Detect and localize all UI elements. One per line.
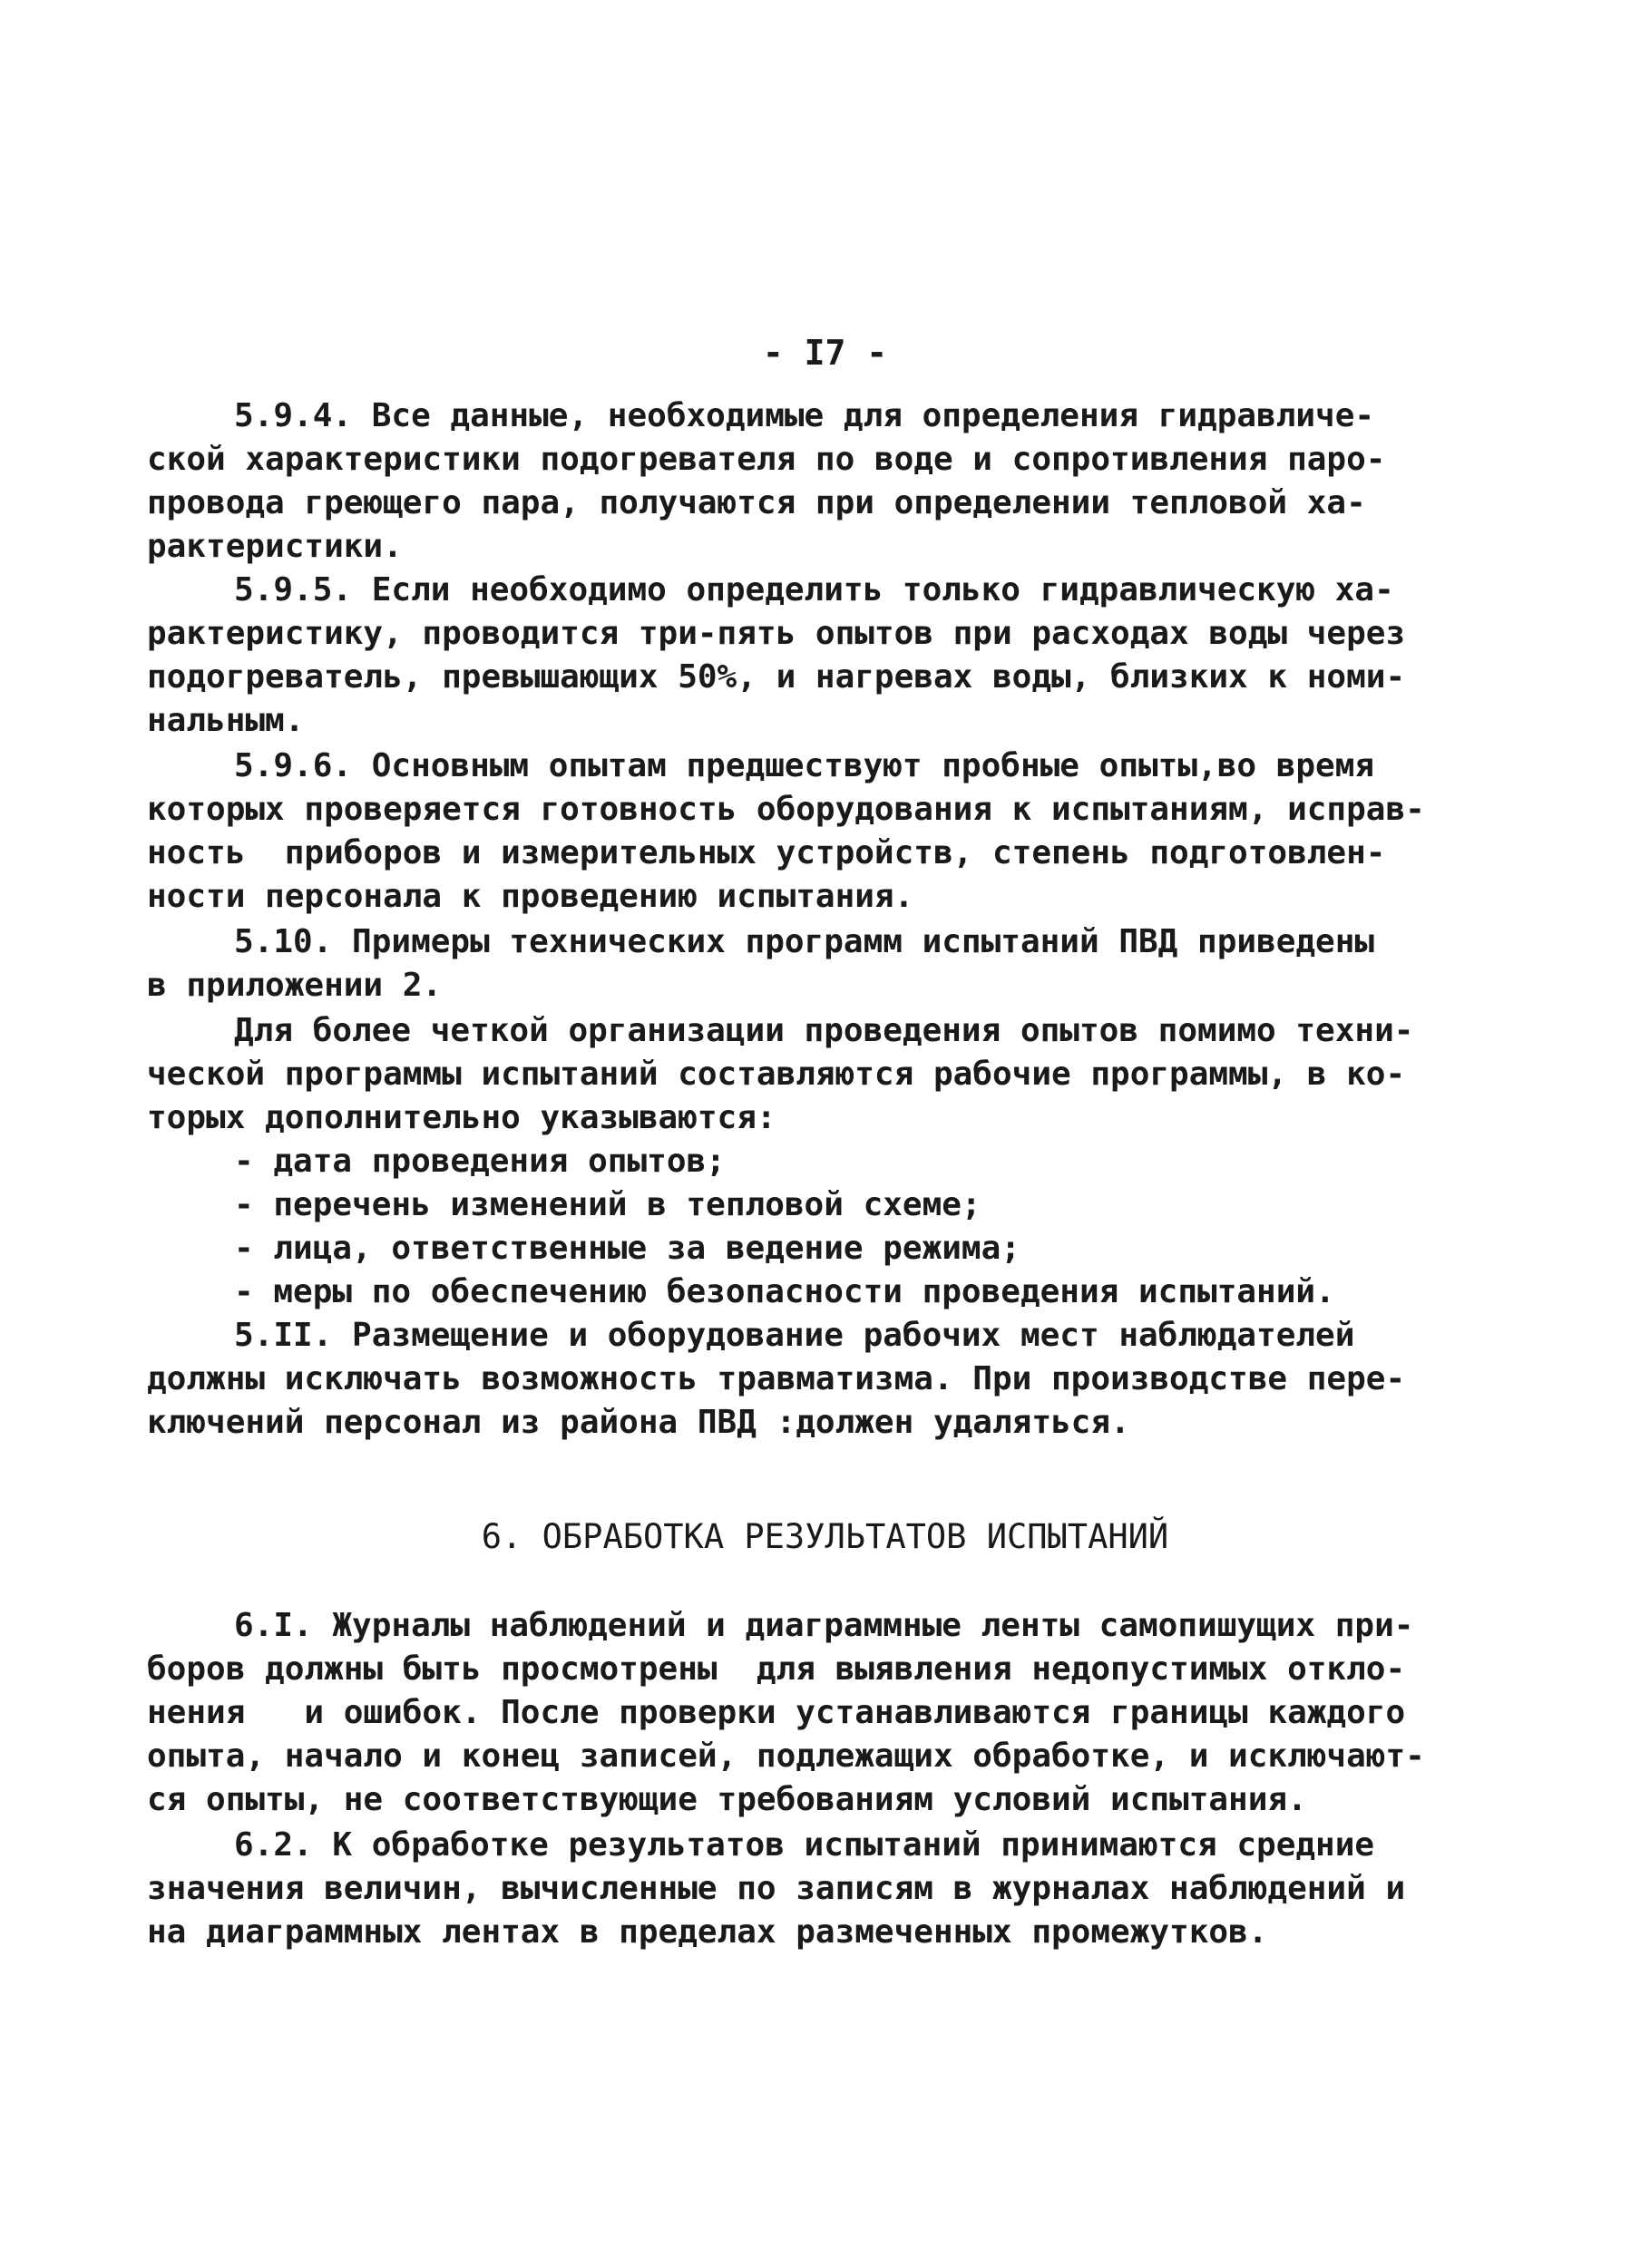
paragraph-5-9-6-line: 5.9.6. Основным опытам предшествуют пробные опыты,во время bbox=[234, 747, 1375, 784]
paragraph-5-9-5-line: рактеристику, проводится три-пять опытов при расходах воды через bbox=[147, 615, 1406, 652]
paragraph-5-11-line: ключений персонал из района ПВД :должен удаляться. bbox=[147, 1404, 1130, 1441]
paragraph-5-9-4-line: ской характеристики подогревателя по воде и сопротивления паро- bbox=[147, 441, 1386, 478]
paragraph-6-2-line: значения величин, вычисленные по записям в журналах наблюдений и bbox=[147, 1870, 1406, 1907]
paragraph-6-1-line: опыта, начало и конец записей, подлежащих обработке, и исключают- bbox=[147, 1738, 1425, 1775]
paragraph-6-2-line: на диаграммных лентах в пределах размеченных промежутков. bbox=[147, 1913, 1268, 1951]
paragraph-5-10-line: 5.10. Примеры технических программ испытаний ПВД приведены bbox=[234, 923, 1375, 960]
paragraph-5-9-6-line: которых проверяется готовность оборудования к испытаниям, исправ- bbox=[147, 791, 1425, 828]
paragraph-work-programs-line: Для более четкой организации проведения опытов помимо техни- bbox=[234, 1012, 1414, 1049]
list-item: - меры по обеспечению безопасности проведения испытаний. bbox=[234, 1273, 1335, 1310]
paragraph-6-1-line: нения и ошибок. После проверки устанавливаются границы каждого bbox=[147, 1694, 1406, 1731]
list-item: - перечень изменений в тепловой схеме; bbox=[234, 1186, 981, 1223]
paragraph-5-9-6-line: ности персонала к проведению испытания. bbox=[147, 878, 914, 915]
section-heading: 6. ОБРАБОТКА РЕЗУЛЬТАТОВ ИСПЫТАНИЙ bbox=[481, 1517, 1169, 1556]
paragraph-5-9-5-line: нальным. bbox=[147, 702, 305, 739]
paragraph-5-9-4-line: провода греющего пара, получаются при определении тепловой ха- bbox=[147, 484, 1366, 521]
paragraph-6-1-line: боров должны быть просмотрены для выявления недопустимых откло- bbox=[147, 1650, 1406, 1688]
paragraph-6-1-line: 6.I. Журналы наблюдений и диаграммные ленты самопишущих при- bbox=[234, 1607, 1414, 1644]
paragraph-5-11-line: 5.II. Размещение и оборудование рабочих мест наблюдателей bbox=[234, 1317, 1355, 1354]
paragraph-work-programs-line: ческой программы испытаний составляются рабочие программы, в ко- bbox=[147, 1056, 1406, 1093]
paragraph-6-1-line: ся опыты, не соответствующие требованиям условий испытания. bbox=[147, 1781, 1307, 1818]
paragraph-6-2-line: 6.2. К обработке результатов испытаний принимаются средние bbox=[234, 1826, 1375, 1864]
paragraph-5-11-line: должны исключать возможность травматизма. При производстве пере- bbox=[147, 1360, 1406, 1397]
list-item: - лица, ответственные за ведение режима; bbox=[234, 1230, 1020, 1267]
paragraph-5-9-6-line: ность приборов и измерительных устройств, степень подготовлен- bbox=[147, 834, 1386, 871]
paragraph-5-9-5-line: подогреватель, превышающих 50%, и нагревах воды, близких к номи- bbox=[147, 658, 1406, 696]
page-number: - I7 - bbox=[762, 333, 888, 373]
paragraph-5-9-4-line: рактеристики. bbox=[147, 528, 403, 565]
paragraph-5-9-4-line: 5.9.4. Все данные, необходимые для определения гидравличе- bbox=[234, 397, 1375, 434]
paragraph-5-9-5-line: 5.9.5. Если необходимо определить только гидравлическую ха- bbox=[234, 571, 1394, 608]
list-item: - дата проведения опытов; bbox=[234, 1143, 726, 1180]
paragraph-5-10-line: в приложении 2. bbox=[147, 967, 443, 1004]
paragraph-work-programs-line: торых дополнительно указываются: bbox=[147, 1099, 776, 1136]
